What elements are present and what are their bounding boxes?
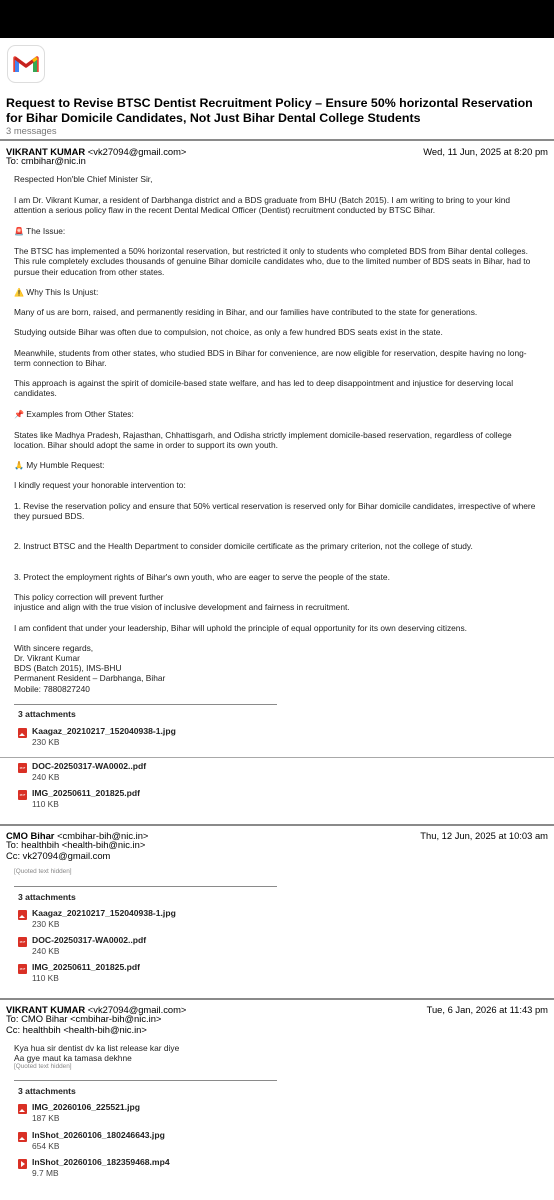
status-bar <box>0 0 554 38</box>
list-item: 2. Instruct BTSC and the Health Department to consider domicile certificate as the primary criterion, not the college of study. <box>14 541 473 551</box>
section-heading: ⚠️ Why This Is Unjust: <box>14 287 99 297</box>
body-paragraph: Studying outside Bihar was often due to compulsion, not choice, as only a few hundred BDS seats exist in the state. <box>14 327 443 337</box>
list-item: 1. Revise the reservation policy and ensure that 50% vertical reservation is reserved only for Bihar domicile candidates, irrespective of where they pursued BDS. <box>14 501 536 522</box>
signature-line: Dr. Vikrant Kumar <box>14 653 80 663</box>
quoted-text-toggle[interactable]: [Quoted text hidden] <box>14 1063 72 1070</box>
signature-line: Mobile: 7880827240 <box>14 684 90 694</box>
body-paragraph: This approach is against the spirit of domicile-based state welfare, and has led to deep disappointment and injustice for deserving local candidates. <box>14 378 514 399</box>
body-paragraph: I am confident that under your leadership, Bihar will uphold the principle of equal opportunity for its own deserving citizens. <box>14 623 467 633</box>
list-item: 3. Protect the employment rights of Bihar's own youth, who are eager to serve the people of the state. <box>14 572 390 582</box>
attachments-divider <box>14 704 277 705</box>
folded-hands-icon: 🙏 <box>14 461 24 470</box>
attachment-name: DOC-20250317-WA0002..pdf <box>32 935 147 945</box>
message-divider <box>0 824 554 826</box>
pdf-icon <box>18 790 27 800</box>
attachment-name: IMG_20250611_201825.pdf <box>32 788 140 798</box>
attachment-name: Kaagaz_20210217_152040938-1.jpg <box>32 908 176 918</box>
image-icon <box>18 910 27 920</box>
attachment-size: 9.7 MB <box>32 1168 59 1178</box>
body-paragraph: Kya hua sir dentist dv ka list release kar diye <box>14 1043 180 1053</box>
attachment-size: 110 KB <box>32 799 59 809</box>
pdf-icon <box>18 763 27 773</box>
attachment-name: IMG_20250611_201825.pdf <box>32 962 140 972</box>
sender-email: <cmbihar-bih@nic.in> <box>57 830 149 841</box>
video-icon <box>18 1159 27 1169</box>
attachment-size: 230 KB <box>32 737 60 747</box>
attachment-name: Kaagaz_20210217_152040938-1.jpg <box>32 726 176 736</box>
sender-name: CMO Bihar <box>6 830 55 841</box>
body-paragraph: The BTSC has implemented a 50% horizontal reservation, but restricted it only to students who completed BDS from Bihar dental colleges. This rule completely excludes thousands of genuine Bihar domicile candidates who, due to the limited number of BDS seats in Bihar, had to pursue their education from other states. <box>14 246 531 277</box>
attachments-title: 3 attachments <box>18 709 76 719</box>
divider <box>0 139 554 141</box>
attachment-name: InShot_20260106_180246643.jpg <box>32 1130 165 1140</box>
image-icon <box>18 1104 27 1114</box>
message-date: Wed, 11 Jun, 2025 at 8:20 pm <box>423 146 548 157</box>
attachments-title: 3 attachments <box>18 1086 76 1096</box>
body-paragraph: I kindly request your honorable intervention to: <box>14 480 186 490</box>
sender-name: VIKRANT KUMAR <box>6 146 86 157</box>
attachments-title: 3 attachments <box>18 892 76 902</box>
signature-line: BDS (Batch 2015), IMS-BHU <box>14 663 122 673</box>
image-icon <box>18 1132 27 1142</box>
body-paragraph: States like Madhya Pradesh, Rajasthan, Chhattisgarh, and Odisha strictly implement domicile-based reservation, regardless of college location. Bihar should adopt the same in order to support its own youth. <box>14 430 512 451</box>
body-paragraph: This policy correction will prevent further <box>14 592 164 602</box>
sender-name: VIKRANT KUMAR <box>6 1004 86 1015</box>
body-paragraph: I am Dr. Vikrant Kumar, a resident of Darbhanga district and a BDS graduate from BHU (Batch 2015). I am writing to bring to your kind attention a serious policy flaw in the recent Dental Medical Officer (Dentist) recruitment conducted by BTSC Bihar. <box>14 195 511 216</box>
recipients-to: To: CMO Bihar <cmbihar-bih@nic.in> <box>6 1013 162 1024</box>
attachment-name: DOC-20250317-WA0002..pdf <box>32 761 147 771</box>
attachments-divider <box>14 886 277 887</box>
greeting: Respected Hon'ble Chief Minister Sir, <box>14 174 153 184</box>
message-date: Tue, 6 Jan, 2026 at 11:43 pm <box>426 1004 548 1015</box>
message-divider <box>0 998 554 1000</box>
attachment-size: 187 KB <box>32 1113 60 1123</box>
attachment-name: InShot_20260106_182359468.mp4 <box>32 1157 170 1167</box>
pin-icon: 📌 <box>14 410 24 419</box>
attachment-size: 240 KB <box>32 946 60 956</box>
pdf-icon <box>18 964 27 974</box>
body-paragraph: Aa gye maut ka tamasa dekhne <box>14 1053 132 1063</box>
recipients-cc: Cc: healthbih <health-bih@nic.in> <box>6 1024 147 1035</box>
signature-line: Permanent Resident – Darbhanga, Bihar <box>14 673 166 683</box>
image-icon <box>18 728 27 738</box>
thread-subject: Request to Revise BTSC Dentist Recruitment Policy – Ensure 50% horizontal Reservation for Bihar Domicile Candidates, Not Just Bihar Dental College Students <box>6 96 533 125</box>
body-paragraph: injustice and align with the true vision of inclusive development and fairness in recruitment. <box>14 602 350 612</box>
attachment-size: 654 KB <box>32 1141 60 1151</box>
section-heading: 🙏 My Humble Request: <box>14 460 105 470</box>
section-heading: 📌 Examples from Other States: <box>14 409 134 419</box>
sender-email: <vk27094@gmail.com> <box>87 1004 187 1015</box>
divider <box>0 757 554 758</box>
recipients-cc: Cc: vk27094@gmail.com <box>6 850 111 861</box>
gmail-logo-icon <box>7 45 45 83</box>
attachment-name: IMG_20260106_225521.jpg <box>32 1102 140 1112</box>
body-paragraph: Meanwhile, students from other states, who studied BDS in Bihar for convenience, are now eligible for reservation, despite having no long-term connection to Bihar. <box>14 348 527 369</box>
attachment-size: 240 KB <box>32 772 60 782</box>
message-date: Thu, 12 Jun, 2025 at 10:03 am <box>420 830 548 841</box>
siren-icon: 🚨 <box>14 227 24 236</box>
recipients-to: To: cmbihar@nic.in <box>6 155 86 166</box>
pdf-icon <box>18 937 27 947</box>
recipients-to: To: healthbih <health-bih@nic.in> <box>6 839 146 850</box>
warning-icon: ⚠️ <box>14 288 24 297</box>
attachments-divider <box>14 1080 277 1081</box>
section-heading: 🚨 The Issue: <box>14 226 66 236</box>
message-count: 3 messages <box>6 125 57 136</box>
body-paragraph: Many of us are born, raised, and permanently residing in Bihar, and our families have contributed to the state for generations. <box>14 307 478 317</box>
attachment-size: 230 KB <box>32 919 60 929</box>
signature-line: With sincere regards, <box>14 643 94 653</box>
attachment-size: 110 KB <box>32 973 59 983</box>
quoted-text-toggle[interactable]: [Quoted text hidden] <box>14 868 72 875</box>
sender-email: <vk27094@gmail.com> <box>87 146 187 157</box>
